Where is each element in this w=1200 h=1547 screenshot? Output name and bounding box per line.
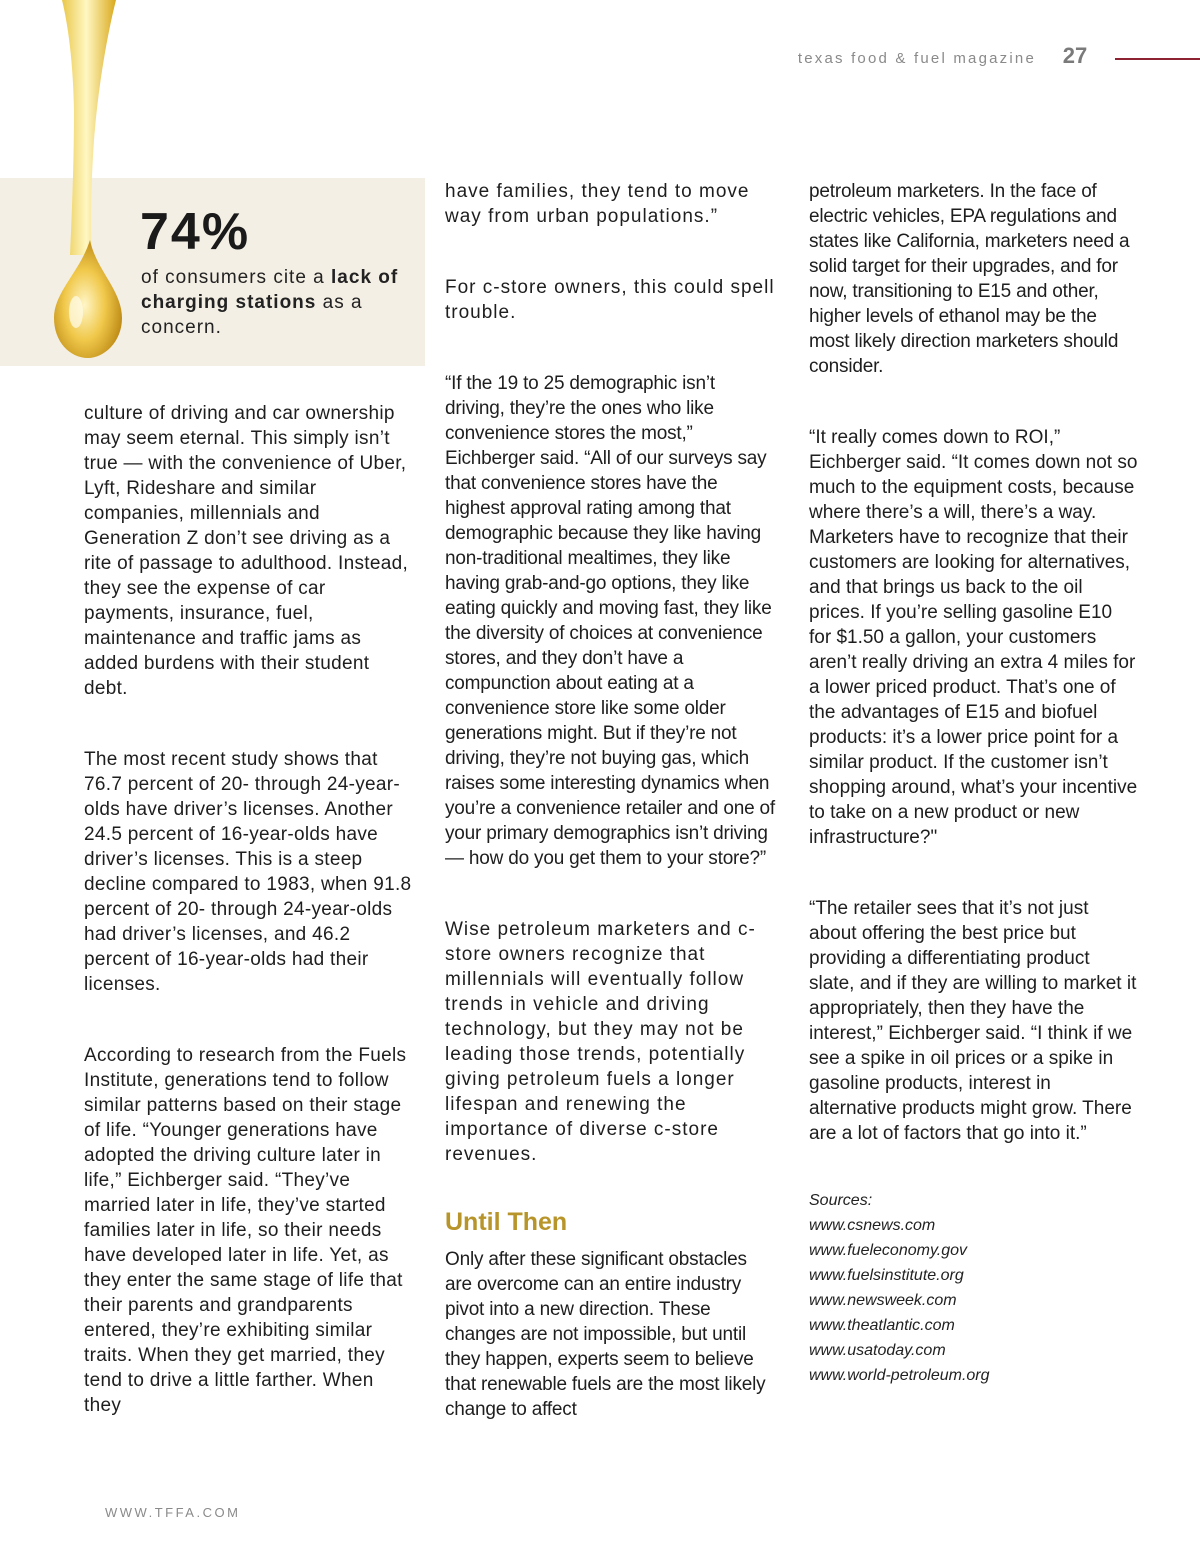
column-3 xyxy=(809,179,1139,1388)
section-heading: Until Then xyxy=(445,1208,568,1236)
sources-label: Sources: xyxy=(809,1192,873,1209)
source-link[interactable]: www.world-petroleum.org xyxy=(809,1367,990,1384)
paragraph: culture of driving and car ownership may seem eternal. This simply isn’t true — with the convenience of Uber, Lyft, Rideshare and similar companies, millennials and Generation Z don’t see driving as a rite of passage to adulthood. Instead, they see the expense of car payments, insurance, fuel, maintenance and traffic jams as added burdens with their student debt. xyxy=(84,403,409,699)
stat-caption-before: of consumers cite a xyxy=(141,267,332,288)
paragraph: “The retailer sees that it’s not just about offering the best price but providing a differentiating product slate, and if they are willing to market it appropriately, then they have the interest,” Eichberger said. “I think if we see a spike in oil prices or a spike in gasoline products, interest in alternative products might grow. There are a lot of factors that go into it.” xyxy=(809,898,1137,1144)
sources-list xyxy=(809,1213,1139,1388)
footer-url[interactable]: WWW.TFFA.COM xyxy=(105,1505,241,1520)
column-1 xyxy=(84,401,414,1464)
paragraph: have families, they tend to move way from urban populations.” xyxy=(445,181,750,227)
magazine-title: texas food & fuel magazine xyxy=(797,50,1036,67)
column-2 xyxy=(445,179,775,1422)
stat-caption-bold: lack of charging stations xyxy=(141,267,399,313)
page-number: 27 xyxy=(1062,43,1088,68)
source-link[interactable]: www.csnews.com xyxy=(809,1217,936,1234)
paragraph: Wise petroleum marketers and c-store owners recognize that millennials will eventually follow trends in vehicle and driving technology, but they may not be leading those trends, potentially giving petroleum fuels a longer lifespan and renewing the importance of diverse c-store revenues. xyxy=(445,919,756,1165)
header-rule xyxy=(1115,58,1200,60)
paragraph: For c-store owners, this could spell trouble. xyxy=(445,277,775,323)
paragraph: “If the 19 to 25 demographic isn’t driving, they’re the ones who like convenience stores the most,” Eichberger said. “All of our surveys say that convenience stores have the highest approval rating among that demographic because they like having non-traditional mealtimes, they like having grab-and-go options, they like eating quickly and moving fast, they like the diversity of choices at convenience stores, and they don’t have a compunction about eating at a convenience store like some older generations might. But if they’re not driving, they’re not buying gas, which raises some interesting dynamics when you’re a convenience retailer and one of your primary demographics isn’t driving — how do you get them to your store?” xyxy=(445,373,776,869)
stat-caption-after: as a concern. xyxy=(141,292,363,338)
source-link[interactable]: www.fuelsinstitute.org xyxy=(809,1267,964,1284)
paragraph: According to research from the Fuels Institute, generations tend to follow similar patterns based on their stage of life. “Younger generations have adopted the driving culture later in life,” Eichberger said. “They’ve married later in life, they’ve started families later in life, so their needs have developed later in life. Yet, as they enter the same stage of life that their parents and grandparents entered, they’re exhibiting similar traits. When they get married, they tend to drive a little farther. When they xyxy=(84,1045,407,1416)
source-link[interactable]: www.usatoday.com xyxy=(809,1342,946,1359)
paragraph: Only after these significant obstacles are overcome can an entire industry pivot into a new direction. These changes are not impossible, but until they happen, experts seem to believe that renewable fuels are the most likely change to affect xyxy=(445,1249,766,1420)
source-link[interactable]: www.newsweek.com xyxy=(809,1292,957,1309)
paragraph: petroleum marketers. In the face of electric vehicles, EPA regulations and states like California, marketers need a solid target for their upgrades, and for now, transitioning to E15 and other, higher levels of ethanol may be the most likely direction marketers should consider. xyxy=(809,181,1130,377)
paragraph: The most recent study shows that 76.7 percent of 20- through 24-year-olds have driver’s licenses. Another 24.5 percent of 16-year-olds have driver’s licenses. This is a steep decline compared to 1983, when 91.8 percent of 20- through 24-year-olds had driver’s licenses, and 46.2 percent of 16-year-olds had their licenses. xyxy=(84,749,412,995)
paragraph: “It really comes down to ROI,” Eichberger said. “It comes down not so much to the equipment costs, because where there’s a will, there’s a way. Marketers have to recognize that their customers are looking for alternatives, and that brings us back to the oil prices. If you’re selling gasoline E10 for $1.50 a gallon, your customers aren’t really driving an extra 4 miles for a lower priced product. That’s one of the advantages of E15 and biofuel products: it’s a lower price point for a similar product. If the customer isn’t shopping around, what’s your incentive to take on a new product or new infrastructure?" xyxy=(809,427,1138,848)
source-link[interactable]: www.theatlantic.com xyxy=(809,1317,955,1334)
stat-caption xyxy=(141,265,401,340)
stat-value: 74% xyxy=(140,203,251,261)
oil-drop-icon xyxy=(0,0,140,362)
source-link[interactable]: www.fueleconomy.gov xyxy=(809,1242,967,1259)
